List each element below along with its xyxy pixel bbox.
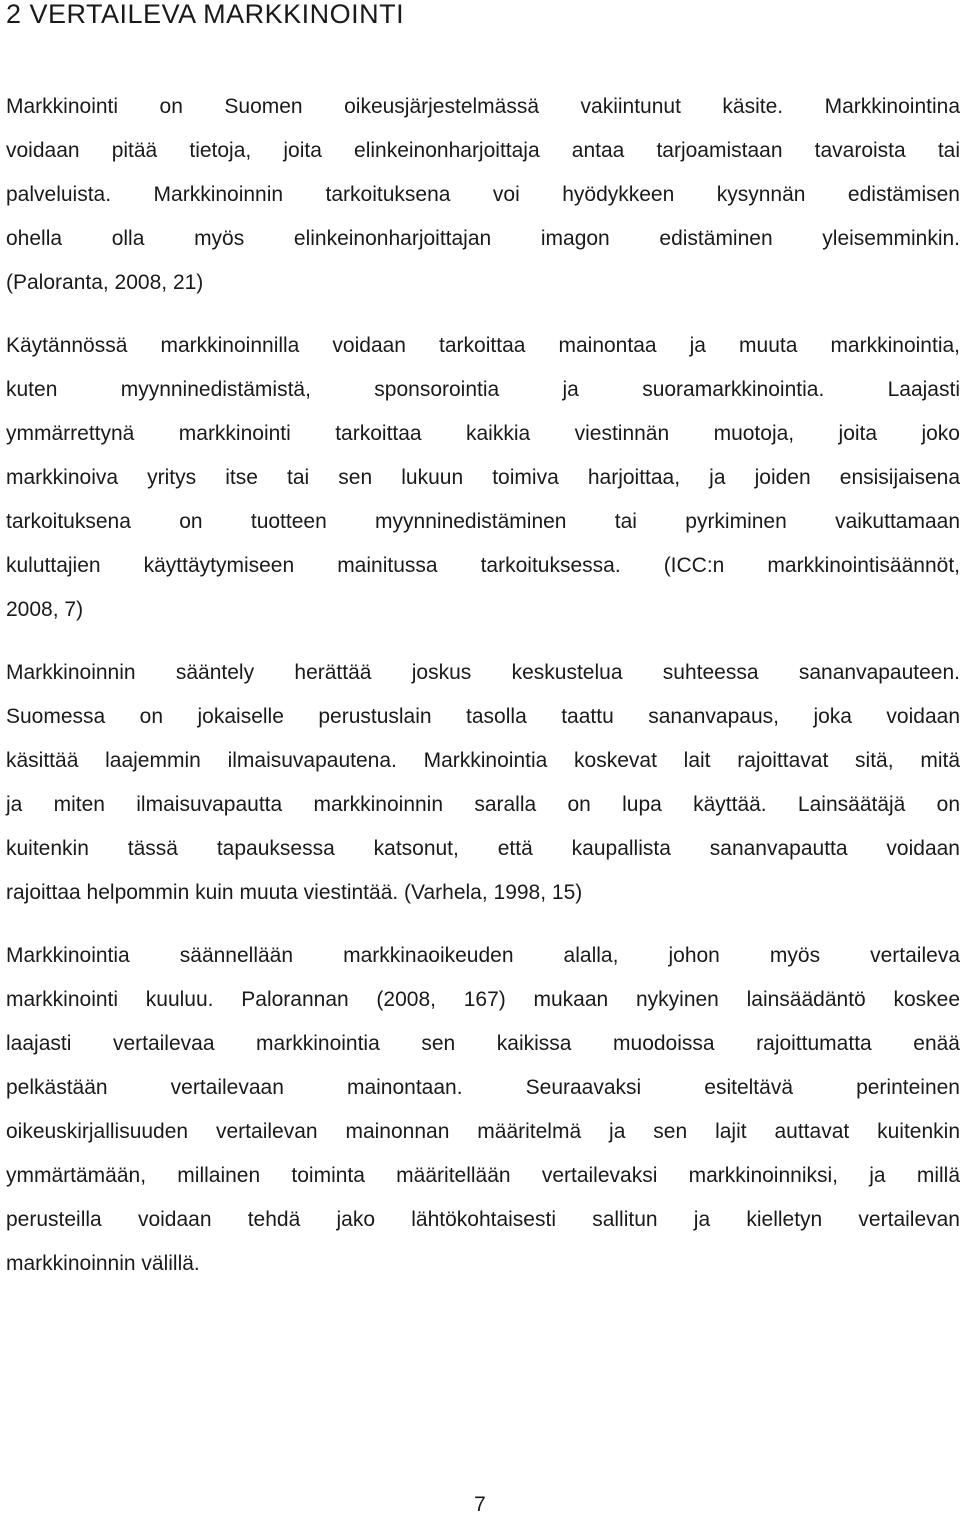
text-line: perusteilla voidaan tehdä jako lähtökohtaisesti sallitun ja kielletyn vertailevan	[6, 1208, 960, 1231]
text-line: Käytännössä markkinoinnilla voidaan tarkoittaa mainontaa ja muuta markkinointia,	[6, 334, 960, 357]
text-line: käsittää laajemmin ilmaisuvapautena. Markkinointia koskevat lait rajoittavat sitä, mitä	[6, 749, 960, 772]
paragraph-1	[6, 85, 960, 305]
text-line: 2008, 7)	[6, 598, 84, 621]
text-line: tarkoituksena on tuotteen myynninedistäminen tai pyrkiminen vaikuttamaan	[6, 510, 960, 533]
text-line: kuitenkin tässä tapauksessa katsonut, että kaupallista sananvapautta voidaan	[6, 837, 960, 860]
section-heading: 2 VERTAILEVA MARKKINOINTI	[6, 0, 405, 29]
text-line: markkinoiva yritys itse tai sen lukuun toimiva harjoittaa, ja joiden ensisijaisena	[6, 466, 960, 489]
text-line: Markkinointi on Suomen oikeusjärjestelmässä vakiintunut käsite. Markkinointina	[6, 95, 960, 118]
text-line: voidaan pitää tietoja, joita elinkeinonharjoittaja antaa tarjoamistaan tavaroista tai	[6, 139, 960, 162]
text-line: (Paloranta, 2008, 21)	[6, 271, 204, 294]
text-line: oikeuskirjallisuuden vertailevan mainonnan määritelmä ja sen lajit auttavat kuitenkin	[6, 1120, 960, 1143]
text-line: ymmärrettynä markkinointi tarkoittaa kaikkia viestinnän muotoja, joita joko	[6, 422, 960, 445]
paragraph-4	[6, 934, 960, 1286]
text-line: laajasti vertailevaa markkinointia sen kaikissa muodoissa rajoittumatta enää	[6, 1032, 960, 1055]
paragraph-2	[6, 324, 960, 632]
text-line: ymmärtämään, millainen toiminta määritellään vertailevaksi markkinoinniksi, ja millä	[6, 1164, 960, 1187]
text-line: ohella olla myös elinkeinonharjoittajan imagon edistäminen yleisemminkin.	[6, 227, 960, 250]
text-line: Markkinoinnin sääntely herättää joskus keskustelua suhteessa sananvapauteen.	[6, 661, 960, 684]
text-line: Markkinointia säännellään markkinaoikeuden alalla, johon myös vertaileva	[6, 944, 960, 967]
text-line: rajoittaa helpommin kuin muuta viestintää. (Varhela, 1998, 15)	[6, 881, 583, 904]
text-line: Suomessa on jokaiselle perustuslain tasolla taattu sananvapaus, joka voidaan	[6, 705, 960, 728]
text-line: kuten myynninedistämistä, sponsorointia ja suoramarkkinointia. Laajasti	[6, 378, 960, 401]
text-line: markkinoinnin välillä.	[6, 1252, 200, 1275]
text-line: palveluista. Markkinoinnin tarkoituksena voi hyödykkeen kysynnän edistämisen	[6, 183, 960, 206]
text-line: markkinointi kuuluu. Palorannan (2008, 167) mukaan nykyinen lainsäädäntö koskee	[6, 988, 960, 1011]
text-line: kuluttajien käyttäytymiseen mainitussa tarkoituksessa. (ICC:n markkinointisäännöt,	[6, 554, 960, 577]
text-line: ja miten ilmaisuvapautta markkinoinnin saralla on lupa käyttää. Lainsäätäjä on	[6, 793, 960, 816]
page-number: 7	[474, 1493, 486, 1516]
paragraph-3	[6, 651, 960, 915]
text-line: pelkästään vertailevaan mainontaan. Seuraavaksi esiteltävä perinteinen	[6, 1076, 960, 1099]
